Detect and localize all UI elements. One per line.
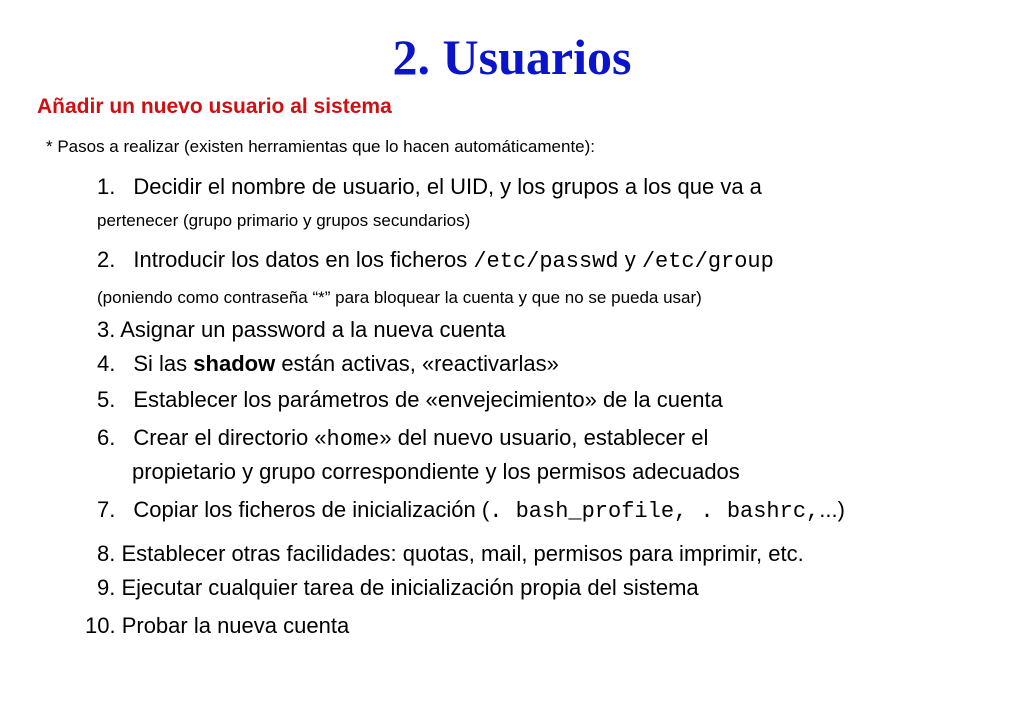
step-4-shadow: shadow <box>193 351 276 376</box>
step-6-post: » del nuevo usuario, establecer el <box>379 425 709 450</box>
path-passwd: /etc/passwd <box>473 249 619 274</box>
slide-subtitle: Añadir un nuevo usuario al sistema <box>37 95 392 118</box>
step-6-pre: Crear el directorio « <box>133 425 327 450</box>
step-9: 9. Ejecutar cualquier tarea de inicialización propia del sistema <box>97 575 699 600</box>
step-2-continuation: (poniendo como contraseña “*” para bloquear la cuenta y que no se pueda usar) <box>97 288 702 307</box>
intro-note: * Pasos a realizar (existen herramientas que lo hacen automáticamente): <box>46 137 596 156</box>
step-2 <box>97 246 774 276</box>
step-7-end: ...) <box>819 497 845 522</box>
step-2-and: y <box>624 247 636 272</box>
path-home: home <box>326 427 380 452</box>
step-5-text: Establecer los parámetros de «envejecimiento» de la cuenta <box>133 387 723 412</box>
step-6-number: 6. <box>97 425 116 450</box>
step-3: 3. Asignar un password a la nueva cuenta <box>97 317 506 342</box>
step-1-continuation: pertenecer (grupo primario y grupos secundarios) <box>97 211 471 230</box>
slide-title: 2. Usuarios <box>392 29 632 85</box>
step-6-continuation: propietario y grupo correspondiente y los permisos adecuados <box>132 459 740 484</box>
step-7 <box>97 496 845 526</box>
step-1 <box>97 173 762 201</box>
step-4-number: 4. <box>97 351 116 376</box>
step-7-number: 7. <box>97 497 116 522</box>
init-files: . bash_profile, . bashrc, <box>489 499 820 524</box>
step-4-post: están activas, «reactivarlas» <box>281 351 559 376</box>
step-5 <box>97 386 723 414</box>
step-2-number: 2. <box>97 247 116 272</box>
step-2-text: Introducir los datos en los ficheros <box>133 247 468 272</box>
step-4-pre: Si las <box>133 351 188 376</box>
path-group: /etc/group <box>641 249 774 274</box>
step-7-text: Copiar los ficheros de inicialización ( <box>133 497 490 522</box>
step-1-number: 1. <box>97 174 116 199</box>
step-6 <box>97 424 708 454</box>
step-10: 10. Probar la nueva cuenta <box>85 613 350 638</box>
step-4 <box>97 350 559 378</box>
step-8: 8. Establecer otras facilidades: quotas, mail, permisos para imprimir, etc. <box>97 541 804 566</box>
step-1-text: Decidir el nombre de usuario, el UID, y los grupos a los que va a <box>133 174 762 199</box>
step-5-number: 5. <box>97 387 116 412</box>
